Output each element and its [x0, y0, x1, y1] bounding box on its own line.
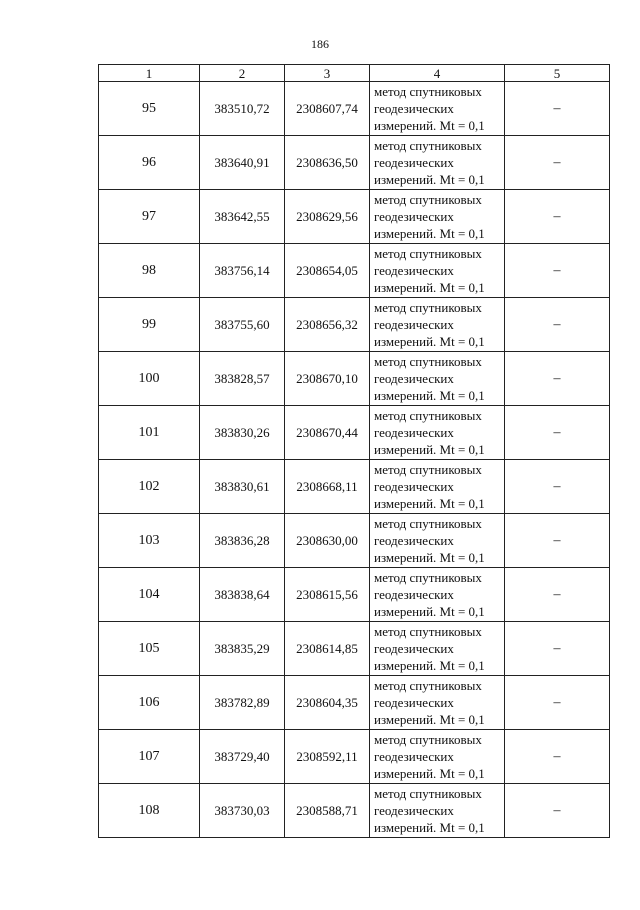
note-cell: – [505, 298, 610, 352]
method-cell [370, 82, 505, 136]
y-coordinate-cell: 2308654,05 [285, 244, 370, 298]
x-coordinate-cell: 383642,55 [200, 190, 285, 244]
note-cell: – [505, 406, 610, 460]
method-cell [370, 460, 505, 514]
method-line: метод спутниковых [374, 192, 482, 207]
point-number-cell: 100 [99, 352, 200, 406]
note-cell: – [505, 514, 610, 568]
method-line: геодезических [374, 263, 454, 278]
y-coordinate-cell: 2308629,56 [285, 190, 370, 244]
method-line: метод спутниковых [374, 678, 482, 693]
note-cell: – [505, 622, 610, 676]
note-cell: – [505, 82, 610, 136]
table-row [99, 136, 610, 190]
point-number-cell: 98 [99, 244, 200, 298]
y-coordinate-cell: 2308656,32 [285, 298, 370, 352]
method-cell [370, 784, 505, 838]
method-line: геодезических [374, 695, 454, 710]
table-row [99, 82, 610, 136]
x-coordinate-cell: 383838,64 [200, 568, 285, 622]
method-line: геодезических [374, 101, 454, 116]
point-number-cell: 96 [99, 136, 200, 190]
method-cell [370, 514, 505, 568]
method-line: измерений. Mt = 0,1 [374, 388, 485, 403]
column-header-2: 2 [200, 65, 285, 82]
method-line: метод спутниковых [374, 408, 482, 423]
method-line: геодезических [374, 479, 454, 494]
method-line: геодезических [374, 317, 454, 332]
method-line: метод спутниковых [374, 570, 482, 585]
method-cell [370, 244, 505, 298]
table-row [99, 676, 610, 730]
table-row [99, 730, 610, 784]
y-coordinate-cell: 2308670,44 [285, 406, 370, 460]
y-coordinate-cell: 2308630,00 [285, 514, 370, 568]
method-cell [370, 298, 505, 352]
y-coordinate-cell: 2308614,85 [285, 622, 370, 676]
note-cell: – [505, 784, 610, 838]
method-line: измерений. Mt = 0,1 [374, 172, 485, 187]
table-row [99, 784, 610, 838]
note-cell: – [505, 190, 610, 244]
y-coordinate-cell: 2308615,56 [285, 568, 370, 622]
method-line: метод спутниковых [374, 516, 482, 531]
method-line: измерений. Mt = 0,1 [374, 658, 485, 673]
table-row [99, 352, 610, 406]
method-line: геодезических [374, 641, 454, 656]
point-number-cell: 107 [99, 730, 200, 784]
method-line: метод спутниковых [374, 462, 482, 477]
method-cell [370, 622, 505, 676]
x-coordinate-cell: 383830,26 [200, 406, 285, 460]
table-row [99, 298, 610, 352]
table-row [99, 190, 610, 244]
column-header-4: 4 [370, 65, 505, 82]
method-line: метод спутниковых [374, 84, 482, 99]
note-cell: – [505, 244, 610, 298]
table-row [99, 406, 610, 460]
method-line: измерений. Mt = 0,1 [374, 226, 485, 241]
method-line: измерений. Mt = 0,1 [374, 604, 485, 619]
method-line: измерений. Mt = 0,1 [374, 550, 485, 565]
x-coordinate-cell: 383835,29 [200, 622, 285, 676]
point-number-cell: 104 [99, 568, 200, 622]
x-coordinate-cell: 383830,61 [200, 460, 285, 514]
method-cell [370, 730, 505, 784]
x-coordinate-cell: 383828,57 [200, 352, 285, 406]
method-line: измерений. Mt = 0,1 [374, 820, 485, 835]
method-line: метод спутниковых [374, 354, 482, 369]
method-line: измерений. Mt = 0,1 [374, 442, 485, 457]
method-line: измерений. Mt = 0,1 [374, 334, 485, 349]
method-line: метод спутниковых [374, 732, 482, 747]
method-cell [370, 190, 505, 244]
table-row [99, 244, 610, 298]
method-line: метод спутниковых [374, 786, 482, 801]
y-coordinate-cell: 2308636,50 [285, 136, 370, 190]
method-line: измерений. Mt = 0,1 [374, 496, 485, 511]
table-row [99, 568, 610, 622]
y-coordinate-cell: 2308668,11 [285, 460, 370, 514]
y-coordinate-cell: 2308592,11 [285, 730, 370, 784]
x-coordinate-cell: 383755,60 [200, 298, 285, 352]
method-line: метод спутниковых [374, 300, 482, 315]
method-line: геодезических [374, 425, 454, 440]
table-row [99, 622, 610, 676]
method-line: геодезических [374, 371, 454, 386]
method-line: геодезических [374, 155, 454, 170]
table-header-row [99, 65, 610, 82]
column-header-1: 1 [99, 65, 200, 82]
point-number-cell: 99 [99, 298, 200, 352]
note-cell: – [505, 352, 610, 406]
note-cell: – [505, 460, 610, 514]
x-coordinate-cell: 383640,91 [200, 136, 285, 190]
method-line: измерений. Mt = 0,1 [374, 712, 485, 727]
point-number-cell: 101 [99, 406, 200, 460]
method-cell [370, 568, 505, 622]
note-cell: – [505, 676, 610, 730]
point-number-cell: 97 [99, 190, 200, 244]
method-line: геодезических [374, 587, 454, 602]
method-line: метод спутниковых [374, 246, 482, 261]
method-cell [370, 406, 505, 460]
method-line: геодезических [374, 533, 454, 548]
table-row [99, 514, 610, 568]
method-line: метод спутниковых [374, 624, 482, 639]
x-coordinate-cell: 383836,28 [200, 514, 285, 568]
table-body [99, 82, 610, 838]
x-coordinate-cell: 383510,72 [200, 82, 285, 136]
note-cell: – [505, 136, 610, 190]
x-coordinate-cell: 383756,14 [200, 244, 285, 298]
x-coordinate-cell: 383729,40 [200, 730, 285, 784]
point-number-cell: 102 [99, 460, 200, 514]
column-header-3: 3 [285, 65, 370, 82]
column-header-5: 5 [505, 65, 610, 82]
point-number-cell: 95 [99, 82, 200, 136]
point-number-cell: 103 [99, 514, 200, 568]
note-cell: – [505, 730, 610, 784]
method-line: измерений. Mt = 0,1 [374, 280, 485, 295]
point-number-cell: 108 [99, 784, 200, 838]
y-coordinate-cell: 2308604,35 [285, 676, 370, 730]
y-coordinate-cell: 2308588,71 [285, 784, 370, 838]
table-row [99, 460, 610, 514]
point-number-cell: 106 [99, 676, 200, 730]
note-cell: – [505, 568, 610, 622]
x-coordinate-cell: 383782,89 [200, 676, 285, 730]
method-line: измерений. Mt = 0,1 [374, 766, 485, 781]
method-cell [370, 676, 505, 730]
point-number-cell: 105 [99, 622, 200, 676]
method-line: метод спутниковых [374, 138, 482, 153]
method-cell [370, 352, 505, 406]
method-line: измерений. Mt = 0,1 [374, 118, 485, 133]
x-coordinate-cell: 383730,03 [200, 784, 285, 838]
coordinates-table [98, 64, 610, 838]
method-line: геодезических [374, 749, 454, 764]
y-coordinate-cell: 2308670,10 [285, 352, 370, 406]
y-coordinate-cell: 2308607,74 [285, 82, 370, 136]
method-line: геодезических [374, 803, 454, 818]
method-cell [370, 136, 505, 190]
page-number: 186 [311, 37, 329, 51]
method-line: геодезических [374, 209, 454, 224]
